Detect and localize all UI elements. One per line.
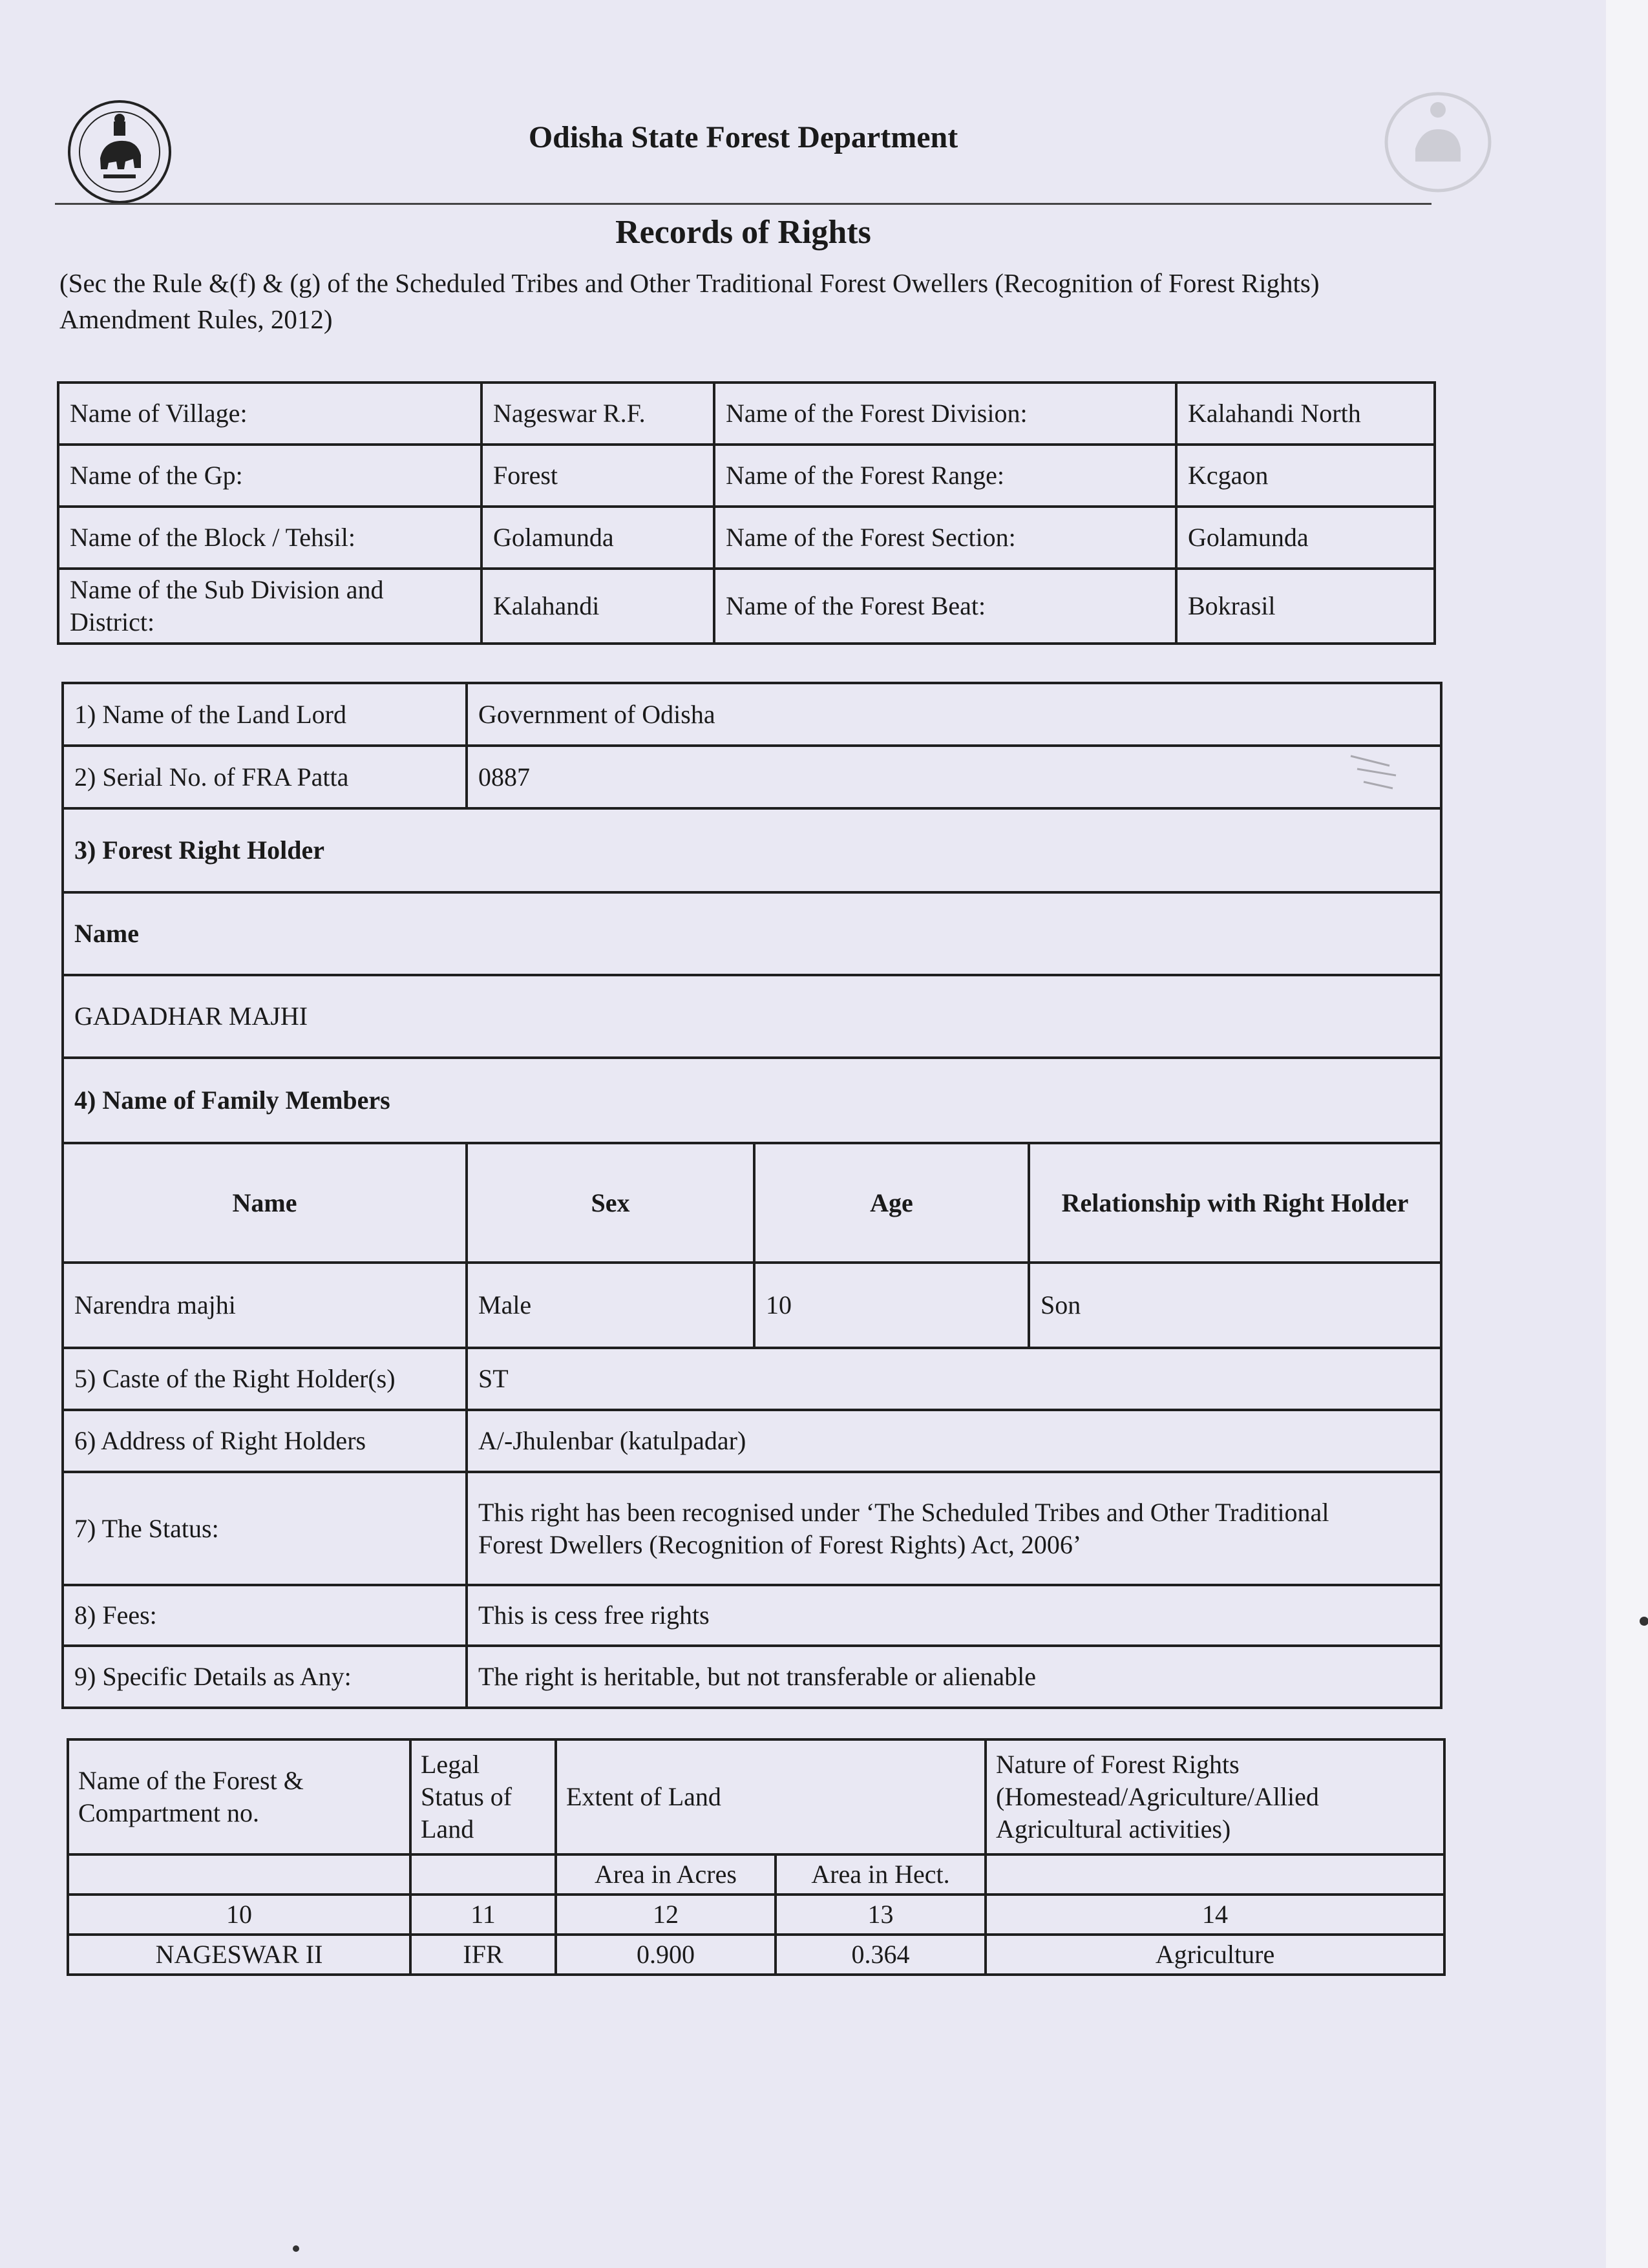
family-col-sex: Sex <box>467 1143 754 1263</box>
family-col-relationship: Relationship with Right Holder <box>1029 1143 1441 1263</box>
table-row <box>63 1058 1441 1143</box>
legal-status-header: Legal Status of Land <box>410 1739 556 1854</box>
right-holder-name: GADADHAR MAJHI <box>63 975 1441 1058</box>
status-label: 7) The Status: <box>63 1472 467 1585</box>
family-heading: 4) Name of Family Members <box>63 1058 1441 1143</box>
table-row <box>58 569 1435 644</box>
extent-header: Extent of Land <box>556 1739 986 1854</box>
table-row <box>63 1263 1441 1348</box>
gp-value: Forest <box>481 445 714 507</box>
empty-cell <box>410 1854 556 1895</box>
area-hect-value: 0.364 <box>776 1935 986 1975</box>
table-row <box>63 975 1441 1058</box>
block-value: Golamunda <box>481 507 714 569</box>
forest-compartment-header: Name of the Forest & Compartment no. <box>68 1739 410 1854</box>
col-number: 10 <box>68 1895 410 1935</box>
family-header-row <box>63 1143 1441 1263</box>
status-line-1: This right has been recognised under ‘The Scheduled Tribes and Other Traditional <box>478 1497 1329 1527</box>
forest-range-label: Name of the Forest Range: <box>714 445 1176 507</box>
header-rule <box>55 203 1431 205</box>
table-row <box>63 683 1441 746</box>
table-row <box>68 1935 1444 1975</box>
column-number-row <box>68 1895 1444 1935</box>
col-number: 13 <box>776 1895 986 1935</box>
table-row <box>68 1739 1444 1854</box>
table-row <box>63 1410 1441 1472</box>
department-title: Odisha State Forest Department <box>528 120 958 154</box>
sub-division-value: Kalahandi <box>481 569 714 644</box>
area-acres-value: 0.900 <box>556 1935 776 1975</box>
area-hect-header: Area in Hect. <box>776 1854 986 1895</box>
forest-division-label: Name of the Forest Division: <box>714 383 1176 445</box>
nature-value: Agriculture <box>986 1935 1444 1975</box>
col-number: 12 <box>556 1895 776 1935</box>
ink-dot <box>293 2245 299 2252</box>
legal-status-value: IFR <box>410 1935 556 1975</box>
nature-header: Nature of Forest Rights (Homestead/Agriculture/Allied Agricultural activities) <box>986 1739 1444 1854</box>
village-label: Name of Village: <box>58 383 481 445</box>
forest-range-value: Kcgaon <box>1176 445 1435 507</box>
member-relationship: Son <box>1029 1263 1441 1348</box>
forest-section-value: Golamunda <box>1176 507 1435 569</box>
right-holder-heading: 3) Forest Right Holder <box>63 808 1441 892</box>
forest-section-label: Name of the Forest Section: <box>714 507 1176 569</box>
member-age: 10 <box>754 1263 1029 1348</box>
ink-smudge-icon <box>1344 743 1402 801</box>
forest-beat-label: Name of the Forest Beat: <box>714 569 1176 644</box>
serial-value: 0887 <box>467 746 1441 808</box>
gp-label: Name of the Gp: <box>58 445 481 507</box>
table-row <box>63 746 1441 808</box>
location-table <box>57 381 1436 645</box>
empty-cell <box>68 1854 410 1895</box>
status-value <box>467 1472 1441 1585</box>
forest-division-value: Kalahandi North <box>1176 383 1435 445</box>
table-row <box>63 1348 1441 1410</box>
table-row <box>68 1854 1444 1895</box>
member-sex: Male <box>467 1263 754 1348</box>
land-table <box>67 1738 1446 1976</box>
table-row <box>63 1646 1441 1708</box>
table-row <box>63 892 1441 975</box>
address-value: A/-Jhulenbar (katulpadar) <box>467 1410 1441 1472</box>
forest-beat-value: Bokrasil <box>1176 569 1435 644</box>
table-row <box>58 507 1435 569</box>
caste-value: ST <box>467 1348 1441 1410</box>
rule-reference: (Sec the Rule &(f) & (g) of the Scheduled Tribes and Other Traditional Forest Owellers (Recognition of Forest Rights) Amendment Rules, 2012) <box>59 268 1320 334</box>
family-col-name: Name <box>63 1143 467 1263</box>
page-title: Records of Rights <box>615 214 871 251</box>
fees-value: This is cess free rights <box>467 1585 1441 1646</box>
village-value: Nageswar R.F. <box>481 383 714 445</box>
table-row <box>63 1585 1441 1646</box>
block-label: Name of the Block / Tehsil: <box>58 507 481 569</box>
table-row <box>58 383 1435 445</box>
land-lord-value: Government of Odisha <box>467 683 1441 746</box>
forest-name-value: NAGESWAR II <box>68 1935 410 1975</box>
address-label: 6) Address of Right Holders <box>63 1410 467 1472</box>
table-row <box>63 1472 1441 1585</box>
sub-division-label: Name of the Sub Division and District: <box>58 569 481 644</box>
col-number: 11 <box>410 1895 556 1935</box>
fees-label: 8) Fees: <box>63 1585 467 1646</box>
land-lord-label: 1) Name of the Land Lord <box>63 683 467 746</box>
details-value: The right is heritable, but not transferable or alienable <box>467 1646 1441 1708</box>
empty-cell <box>986 1854 1444 1895</box>
ink-dot <box>1640 1617 1648 1626</box>
member-name: Narendra majhi <box>63 1263 467 1348</box>
table-row <box>63 808 1441 892</box>
table-row <box>58 445 1435 507</box>
record-table <box>61 682 1442 1709</box>
caste-label: 5) Caste of the Right Holder(s) <box>63 1348 467 1410</box>
status-line-2: Forest Dwellers (Recognition of Forest Rights) Act, 2006’ <box>478 1529 1082 1559</box>
area-acres-header: Area in Acres <box>556 1854 776 1895</box>
name-heading: Name <box>63 892 1441 975</box>
col-number: 14 <box>986 1895 1444 1935</box>
details-label: 9) Specific Details as Any: <box>63 1646 467 1708</box>
family-col-age: Age <box>754 1143 1029 1263</box>
page-edge <box>1606 0 1648 2268</box>
serial-label: 2) Serial No. of FRA Patta <box>63 746 467 808</box>
